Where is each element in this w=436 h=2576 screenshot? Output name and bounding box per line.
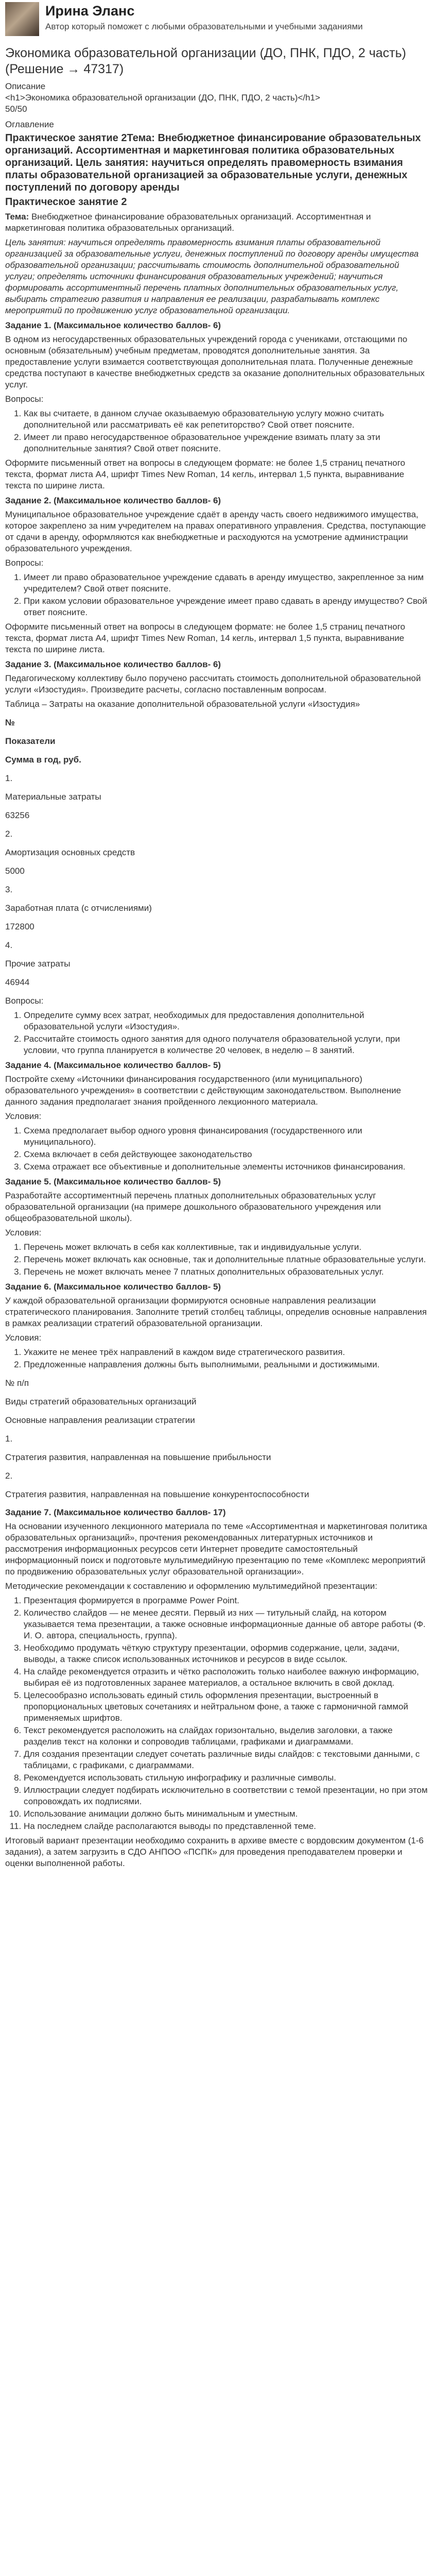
task1-text: В одном из негосударственных образовательных учреждений города с учениками, отстающими по основным (обязательным) учебным предметам, проводятся дополнительные занятия. За предоставление услуги взимается соответствующая дополнительная плата. Полученные денежные средства поступают в качестве внебюджетных средств за оказание дополнительных образовательных услуг. (5, 334, 425, 389)
task4-title: Задание 4. (Максимальное количество баллов- 5) (5, 1060, 221, 1070)
list-item: 2. Перечень может включать как основные, так и дополнительные платные образовательные услуги. (24, 1254, 431, 1265)
table-cell: 63256 (5, 810, 30, 820)
table-cell: Виды стратегий образовательных организаций (5, 1397, 197, 1406)
list-item: 6. Текст рекомендуется расположить на слайдах горизонтально, выделив заголовки, а также разделив текст на колонки и сопроводив таблицами, графиками и диаграммами. (24, 1725, 431, 1748)
list-item: 3. Необходимо продумать чёткую структуру презентации, оформив содержание, цели, задачи, выводы, а также список использованных источников и ресурсов в виде ссылок. (24, 1642, 431, 1665)
description-label: Описание (5, 81, 46, 91)
task3-text: Педагогическому коллективу было поручено рассчитать стоимость дополнительной образовательной услуги «Изостудия». Произведите расчеты, согласно поставленным вопросам. (5, 673, 421, 694)
main-heading: Практическое занятие 2Тема: Внебюджетное финансирование образовательных организаций. Ассортиментная и маркетинговая политика образовательных организаций. Цель занятия: научиться определять правомерность взимания платы образовательной организацией за образовательные услуги, денежных поступлений по договору аренды (5, 132, 421, 193)
task7-recommendations (5, 1595, 431, 1832)
task1-title: Задание 1. (Максимальное количество баллов- 6) (5, 320, 221, 330)
task3-table (5, 717, 431, 988)
task5-text: Разработайте ассортиментный перечень платных дополнительных образовательных услуг образовательной организации (на примере дошкольного образовательного учреждения или общеобразовательной школы). (5, 1191, 381, 1223)
list-item: 3. Схема отражает все объективные и дополнительные элементы источников финансирования. (24, 1161, 431, 1173)
task1-questions-label: Вопросы: (5, 394, 44, 404)
list-item: 1. Укажите не менее трёх направлений в каждом виде стратегического развития. (24, 1347, 431, 1358)
table-cell: 3. (5, 885, 13, 894)
task7-recs-intro: Методические рекомендации к составлению и оформлению мультимедийной презентации: (5, 1581, 377, 1591)
list-item: 3. Перечень не может включать менее 7 платных дополнительных образовательных услуг. (24, 1266, 431, 1278)
table-cell: 1. (5, 1434, 13, 1444)
page-title: Экономика образовательной организации (ДО, ПНК, ПДО, 2 часть) (Решение → 47317) (5, 46, 406, 76)
toc-label: Оглавление (5, 120, 54, 129)
table-cell: 1. (5, 773, 13, 783)
theme-label: Тема: (5, 212, 29, 222)
author-name[interactable]: Ирина Эланс (45, 3, 135, 19)
list-item: 2. Схема включает в себя действующее законодательство (24, 1149, 431, 1160)
table-cell: Заработная плата (с отчислениями) (5, 903, 152, 913)
task4-text: Постройте схему «Источники финансирования государственного (или муниципального) образовательного учреждения» в соответствии с действующим законодательством. Выполнение данного задания предполагает знания пройденного лекционного материала. (5, 1074, 402, 1107)
table-cell: Амортизация основных средств (5, 848, 135, 857)
table-cell: Материальные затраты (5, 792, 101, 802)
theme-text: Внебюджетное финансирование образовательных организаций. Ассортиментная и маркетинговая политика образовательных организаций. (5, 212, 371, 233)
task4-conditions-label: Условия: (5, 1111, 42, 1121)
theme-paragraph (5, 211, 431, 234)
list-item: 2. Имеет ли право негосударственное образовательное учреждение взимать плату за эти дополнительные занятия? Свой ответ поясните. (24, 432, 431, 454)
task3-title: Задание 3. (Максимальное количество баллов- 6) (5, 659, 221, 669)
table-cell: 4. (5, 940, 13, 950)
table-cell: 46944 (5, 977, 30, 987)
table-cell: № (5, 718, 15, 727)
task2-title: Задание 2. (Максимальное количество баллов- 6) (5, 496, 221, 505)
table-cell: 2. (5, 1471, 13, 1481)
author-header (5, 0, 431, 40)
list-item: 7. Для создания презентации следует сочетать различные виды слайдов: с текстовыми данными, с таблицами, с графиками, с диаграммами. (24, 1749, 431, 1771)
task7-text: На основании изученного лекционного материала по теме «Ассортиментная и маркетинговая политика образовательных организаций», прочтения рекомендованных литературных источников и рассмотрения информационных ресурсов сети Интернет проведите самостоятельный информационный поиск и подготовьте мультимедийную презентацию по теме «Комплекс мероприятий по продвижению образовательных услуг образовательной организации». (5, 1521, 427, 1577)
task1-format: Оформите письменный ответ на вопросы в следующем формате: не более 1,5 страниц печатного текста, формат листа А4, шрифт Times New Roman, 14 кегль, интервал 1,5 пункта, выравнивание текста по ширине листа. (5, 458, 406, 490)
score-value: 50/50 (5, 104, 27, 114)
list-item: 1. Как вы считаете, в данном случае оказываемую образовательную услугу можно считать дополнительной или рассматривать её как репетиторство? Свой ответ поясните. (24, 408, 431, 431)
task3-table-caption: Таблица – Затраты на оказание дополнительной образовательной услуги «Изостудия» (5, 699, 360, 709)
task5-title: Задание 5. (Максимальное количество баллов- 5) (5, 1177, 221, 1187)
list-item: 2. Предложенные направления должны быть выполнимыми, реальными и достижимыми. (24, 1359, 431, 1370)
task6-table (5, 1378, 431, 1500)
table-cell: Стратегия развития, направленная на повышение прибыльности (5, 1452, 271, 1462)
table-cell: 2. (5, 829, 13, 839)
task5-conditions-label: Условия: (5, 1228, 42, 1238)
table-cell: № п/п (5, 1378, 29, 1388)
task7-final: Итоговый вариант презентации необходимо сохранить в архиве вместе с вордовским документом (1-6 задания), а затем загрузить в СДО АНПОО «ПСПК» для проведения преподавателем проверки и оценки выполненной работы. (5, 1836, 424, 1868)
task6-title: Задание 6. (Максимальное количество баллов- 5) (5, 1282, 221, 1292)
table-cell: Основные направления реализации стратегии (5, 1415, 195, 1425)
task3-questions-label: Вопросы: (5, 996, 44, 1006)
task6-conditions (5, 1347, 431, 1370)
task5-conditions (5, 1242, 431, 1278)
task4-conditions (5, 1125, 431, 1173)
task2-format: Оформите письменный ответ на вопросы в следующем формате: не более 1,5 страниц печатного текста, формат листа А4, шрифт Times New Roman, 14 кегль, интервал 1,5 пункта, выравнивание текста по ширине листа. (5, 622, 406, 654)
list-item: 1. Презентация формируется в программе Power Point. (24, 1595, 431, 1606)
list-item: 4. На слайде рекомендуется отразить и чётко расположить только наиболее важную информацию, выбирая её из подготовленных заранее материалов, а остальное включить в свой доклад. (24, 1666, 431, 1689)
list-item: 8. Рекомендуется использовать стильную инфографику и различные символы. (24, 1772, 431, 1784)
table-cell: Показатели (5, 736, 56, 746)
list-item: 9. Иллюстрации следует подбирать исключительно в соответствии с темой презентации, но при этом сопровождать их подписями. (24, 1785, 431, 1807)
list-item: 2. При каком условии образовательное учреждение имеет право сдавать в аренду имущество? Свой ответ поясните. (24, 596, 431, 618)
task6-text: У каждой образовательной организации формируются основные направления реализации стратегического планирования. Заполните третий столбец таблицы, определив основные направления в рамках реализации стратегий образовательной организации. (5, 1296, 427, 1328)
table-cell: Прочие затраты (5, 959, 71, 969)
list-item: 1. Определите сумму всех затрат, необходимых для предоставления дополнительной образовательной услуги «Изостудия». (24, 1010, 431, 1032)
list-item: 11. На последнем слайде располагаются выводы по представленной теме. (24, 1821, 431, 1832)
table-cell: Сумма в год, руб. (5, 755, 81, 765)
table-cell: 172800 (5, 922, 34, 931)
list-item: 1. Схема предполагает выбор одного уровня финансирования (государственного или муниципального). (24, 1125, 431, 1148)
list-item: 5. Целесообразно использовать единый стиль оформления презентации, выстроенный в пропорциональных цветовых сочетаниях и нейтральном фоне, а также с гармоничной гаммой применяемых шрифтов. (24, 1690, 431, 1724)
task2-questions (5, 572, 431, 618)
description-text: <h1>Экономика образовательной организации (ДО, ПНК, ПДО, 2 часть)</h1> (5, 93, 320, 103)
avatar[interactable] (5, 2, 39, 36)
task2-text: Муниципальное образовательное учреждение сдаёт в аренду часть своего недвижимого имущества, которое закреплено за ним учредителем на правах оперативного управления. Средства, поступающие от сдачи в аренду, оформляются как внебюджетные и расходуются на усмотрение администрации образовательного учреждения. (5, 510, 426, 553)
practice-heading: Практическое занятие 2 (5, 196, 127, 208)
table-cell: Стратегия развития, направленная на повышение конкурентоспособности (5, 1489, 309, 1499)
list-item: 1. Перечень может включать в себя как коллективные, так и индивидуальные услуги. (24, 1242, 431, 1253)
task1-questions (5, 408, 431, 454)
task2-questions-label: Вопросы: (5, 558, 44, 568)
goal-paragraph: Цель занятия: научиться определять правомерность взимания платы образовательной организацией за образовательные услуги, денежных поступлений по договору аренды имущества образовательной организации; рассчитывать стоимость дополнительной образовательной услуги; определять источники финансирования образовательных учреждений; научиться формировать ассортиментный перечень платных дополнительных образовательных услуг, выбирать стратегию развития и направления ее реализации, разрабатывать комплекс мероприятий по продвижению услуг образовательной организации. (5, 238, 419, 315)
list-item: 1. Имеет ли право образовательное учреждение сдавать в аренду имущество, закрепленное за ним учредителем? Свой ответ поясните. (24, 572, 431, 595)
task6-conditions-label: Условия: (5, 1333, 42, 1343)
list-item: 10. Использование анимации должно быть минимальным и уместным. (24, 1808, 431, 1820)
task7-title: Задание 7. (Максимальное количество баллов- 17) (5, 1507, 226, 1517)
table-cell: 5000 (5, 866, 25, 876)
list-item: 2. Количество слайдов — не менее десяти. Первый из них — титульный слайд, на котором указывается тема презентации, а также основные информационные данные об авторе работы (Ф. И. О. автора, специальность, группа). (24, 1607, 431, 1641)
author-info (45, 2, 363, 32)
author-description: Автор который поможет с любыми образовательными и учебными заданиями (45, 22, 363, 31)
list-item: 2. Рассчитайте стоимость одного занятия для одного получателя образовательной услуги, при условии, что группа планируется в количестве 20 человек, в неделю – 8 занятий. (24, 1033, 431, 1056)
task3-questions (5, 1010, 431, 1056)
